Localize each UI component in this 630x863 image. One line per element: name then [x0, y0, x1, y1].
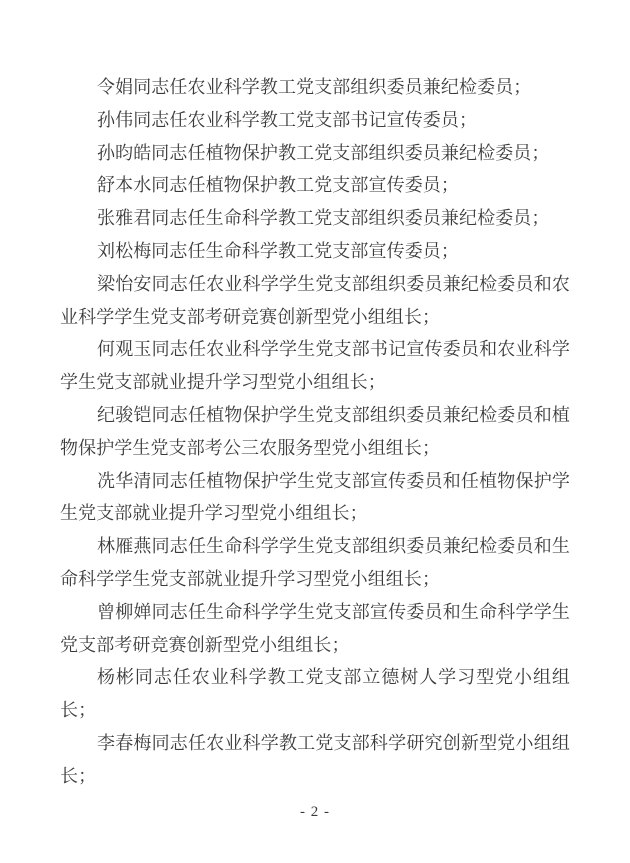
- text-line: 长；: [60, 765, 97, 786]
- text-line: 冼华清同志任植物保护学生党支部宣传委员和任植物保护学: [97, 470, 570, 491]
- text-line: 张雅君同志任生命科学教工党支部组织委员兼纪检委员；: [97, 208, 550, 229]
- text-line: 生党支部就业提升学习型党小组组长；: [60, 503, 368, 524]
- text-line: 孙伟同志任农业科学教工党支部书记宣传委员；: [97, 109, 478, 130]
- text-line: 学生党支部就业提升学习型党小组组长；: [60, 372, 386, 393]
- text-line: 杨彬同志任农业科学教工党支部立德树人学习型党小组组: [97, 667, 570, 688]
- text-line: 舒本水同志任植物保护教工党支部宣传委员；: [97, 175, 459, 196]
- text-line: 纪骏铠同志任植物保护学生党支部组织委员兼纪检委员和植: [97, 404, 570, 425]
- text-line: 曾柳婵同志任生命科学学生党支部宣传委员和生命科学学生: [97, 601, 570, 622]
- text-line: 孙昀皓同志任植物保护教工党支部组织委员兼纪检委员；: [97, 142, 550, 163]
- text-line: 林雁燕同志任生命科学学生党支部组织委员兼纪检委员和生: [97, 536, 570, 557]
- text-line: 物保护学生党支部考公三农服务型党小组组长；: [60, 437, 441, 458]
- text-line: 长；: [60, 700, 97, 721]
- text-line: 梁怡安同志任农业科学学生党支部组织委员兼纪检委员和农: [97, 273, 570, 294]
- text-line: 何观玉同志任农业科学学生党支部书记宣传委员和农业科学: [97, 339, 570, 360]
- text-line: 令娟同志任农业科学教工党支部组织委员兼纪检委员；: [97, 77, 532, 97]
- text-line: 命科学学生党支部就业提升学习型党小组组长；: [60, 568, 441, 589]
- document-body: [60, 71, 570, 793]
- text-line: 业科学学生党支部考研竞赛创新型党小组组长；: [60, 306, 441, 327]
- text-line: 党支部考研竞赛创新型党小组组长；: [60, 634, 350, 655]
- text-line: 李春梅同志任农业科学教工党支部科学研究创新型党小组组: [97, 732, 570, 753]
- text-line: 刘松梅同志任生命科学教工党支部宣传委员；: [97, 240, 459, 261]
- page-number: - 2 -: [300, 804, 330, 820]
